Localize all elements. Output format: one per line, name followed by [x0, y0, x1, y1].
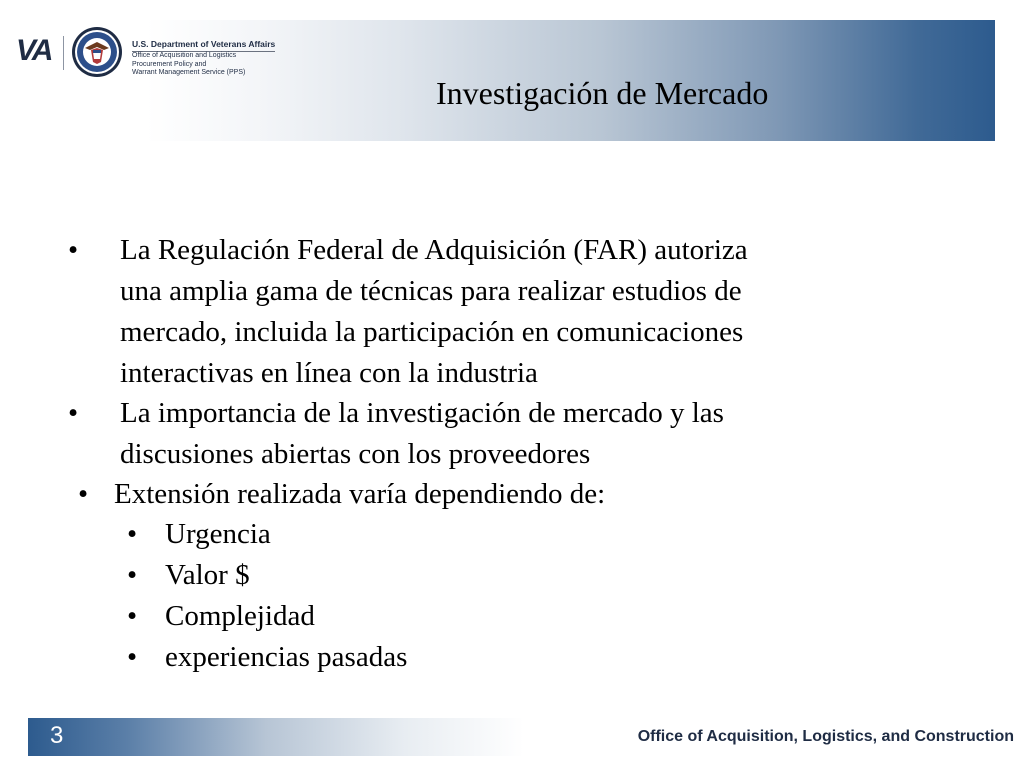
sub-bullet-item	[127, 637, 408, 678]
bullet-marker: •	[68, 234, 79, 266]
bullet-line: mercado, incluida la participación en comunicaciones	[120, 316, 744, 348]
va-logo: VA	[16, 34, 52, 67]
org-office: Office of Acquisition and Logistics	[132, 52, 237, 59]
bullet-marker: •	[127, 518, 138, 550]
bullet-line: La Regulación Federal de Adquisición (FAR) autoriza	[120, 234, 748, 266]
org-department: U.S. Department of Veterans Affairs	[132, 39, 275, 52]
va-seal-icon	[71, 26, 123, 78]
bullet-line: una amplia gama de técnicas para realizar estudios de	[120, 275, 742, 307]
bullet-item-3	[78, 474, 606, 515]
bullet-marker: •	[127, 600, 138, 632]
slide-title: Investigación de Mercado	[436, 75, 769, 111]
bullet-marker: •	[127, 641, 138, 673]
org-block	[132, 34, 275, 78]
sub-bullet-item	[127, 596, 315, 637]
logo-divider	[63, 36, 64, 70]
bullet-line: La importancia de la investigación de mercado y las	[120, 397, 724, 429]
bullet-item-1	[68, 230, 748, 394]
org-service-line-1: Procurement Policy and	[132, 60, 207, 68]
page-number: 3	[50, 722, 64, 749]
bullet-marker: •	[78, 478, 89, 510]
sub-bullet-text: experiencias pasadas	[165, 641, 408, 673]
footer-org-name: Office of Acquisition, Logistics, and Construction	[637, 728, 1014, 745]
bullet-item-2	[68, 393, 724, 475]
org-service-line-2: Warrant Management Service (PPS)	[132, 69, 246, 76]
sub-bullet-text: Urgencia	[165, 518, 271, 550]
sub-bullet-text: Valor $	[165, 559, 250, 591]
bullet-marker: •	[68, 397, 79, 429]
bullet-line: discusiones abiertas con los proveedores	[120, 438, 591, 470]
bullet-line: Extensión realizada varía dependiendo de:	[114, 478, 606, 510]
bullet-line: interactivas en línea con la industria	[120, 357, 538, 389]
bullet-marker: •	[127, 559, 138, 591]
sub-bullet-item	[127, 555, 250, 596]
sub-bullet-text: Complejidad	[165, 600, 315, 632]
sub-bullet-item	[127, 514, 271, 555]
